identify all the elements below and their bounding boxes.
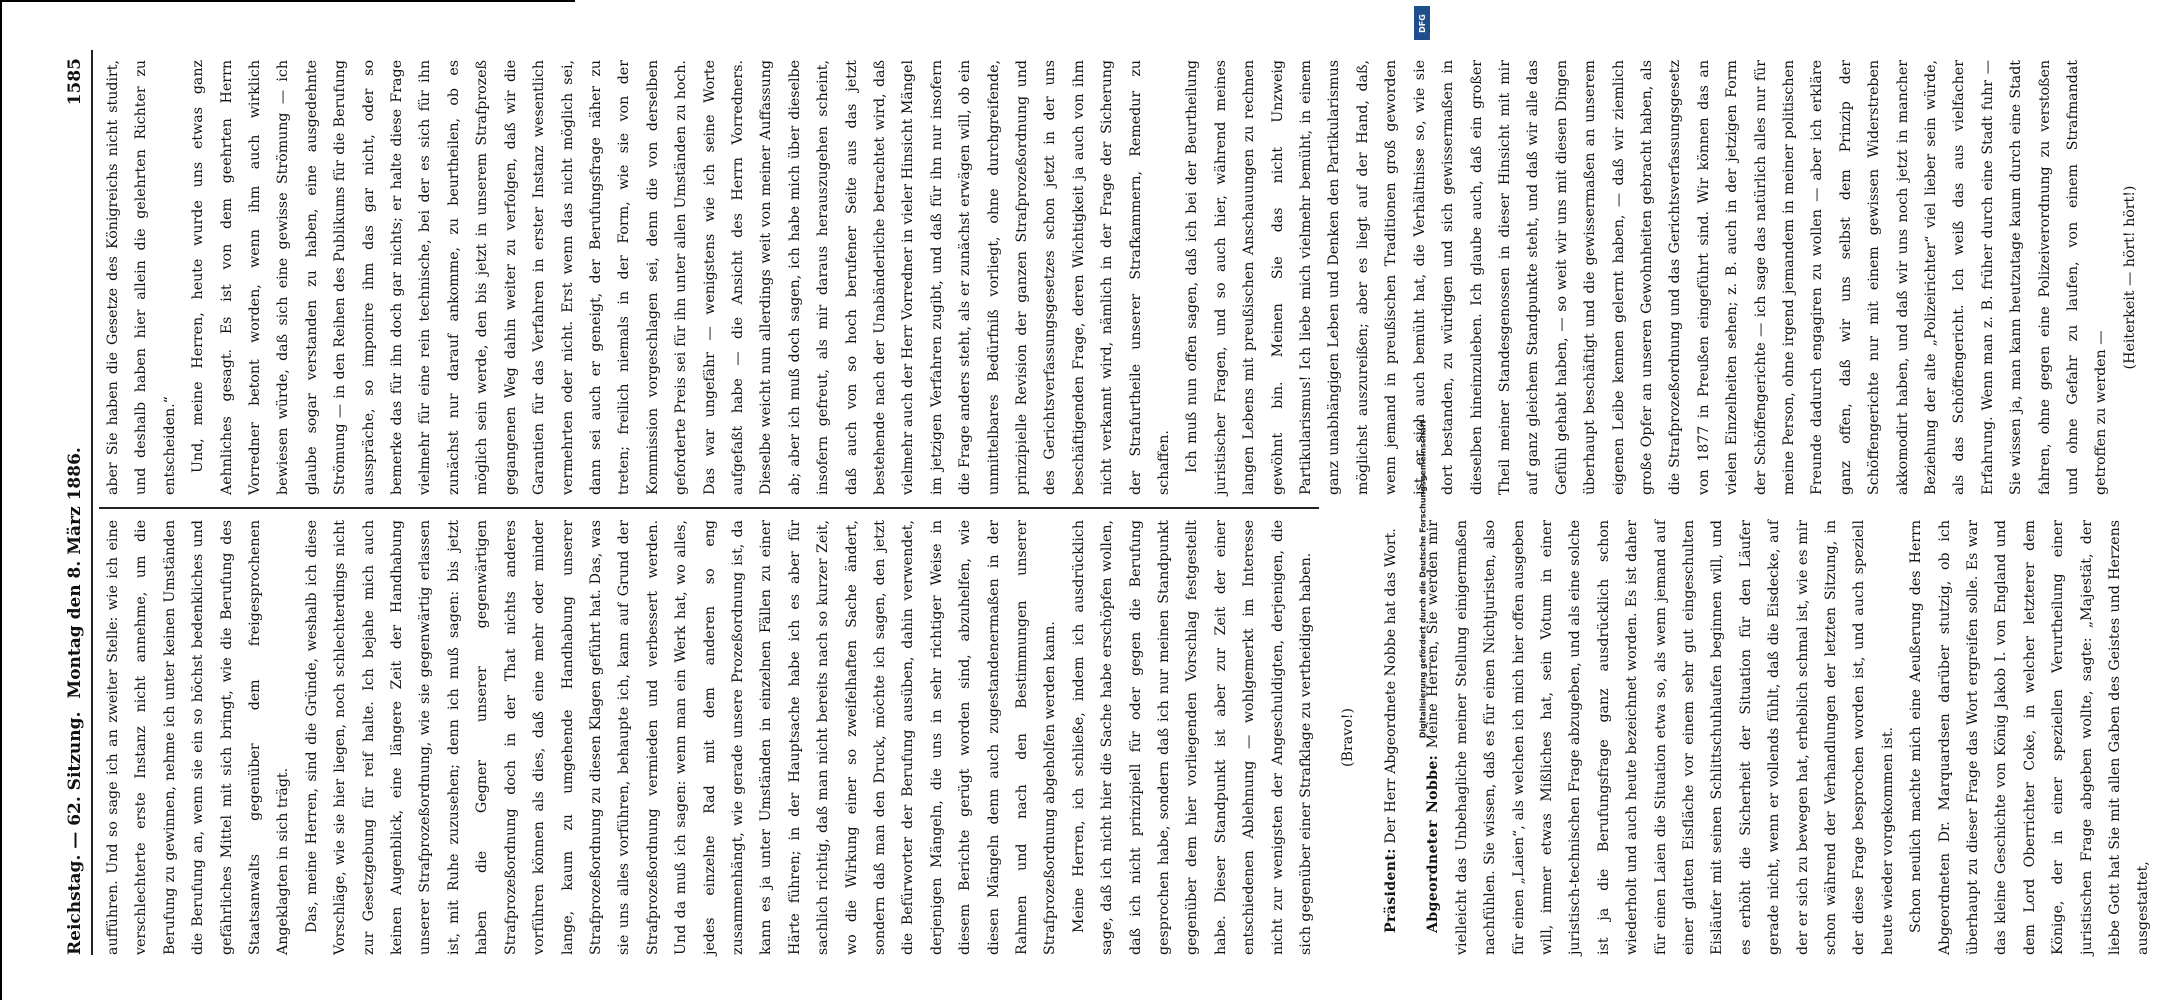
- paragraph: Schon neulich machte mich eine Aeußerung des Herrn Abgeordneten Dr. Marquardsen darüber stutzig, ob ich überhaupt zu dieser Frage das Wort ergreifen solle. Es war das kleine Geschichte von König Jakob I. von England und dem Lord Oberrichter Coke, in welcher letzterer dem Könige, der in einer speziellen Verurtheilung einer juristischen Frage abgeben wollte, sagte: „Majestät, der liebe Gott hat Sie mit allen Gaben des Geistes und Herzens ausgestattet,: [1908, 520, 2152, 955]
- dfg-logo-text: DFG: [1417, 13, 1427, 33]
- president-text: Der Herr Abgeordnete Nobbe hat das Wort.: [1382, 528, 1399, 844]
- speaker-label: Abgeordneter Nobbe:: [1425, 754, 1442, 933]
- dfg-logo: [1414, 6, 1430, 40]
- paragraph: Das, meine Herren, sind die Gründe, weshalb ich diese Vorschläge, wie sie hier liegen, noch schlechterdings nicht zur Gesetzgebung für reif halte. Ich bejahe mich auch keinen Augenblick, eine längere Zeit der Handhabung unserer Strafprozeßordnung, wie sie gegenwärtig erlassen ist, mit Ruhe zuzusehen; denn ich muß sagen: bis jetzt haben die Gegner unserer gegenwärtigen Strafprozeßordnung doch in der That nichts anderes vorführen können als dies, daß eine mehr oder minder lange, kaum zu umgehende Handhabung unserer Strafprozeßordnung zu diesen Klagen geführt hat. Das, was sie uns alles vorführen, behaupte ich, kann auf Grund der Strafprozeßordnung vermieden und verbessert werden. Und da muß ich sagen: wenn man ein Werk hat, wo alles, jedes einzelne Rad mit dem anderen so eng zusammenhängt, wie gerade unsere Prozeßordnung ist, da kann es ja unter Umständen in einzelnen Fällen zu einer Härte führen; in der Hauptsache habe ich es aber für sachlich richtig, daß man nicht bereits nach so kurzer Zeit, wo die Wirkung einer so zweifelhaften Sache ändert, sondern daß man den Druck, möchte ich sagen, den jetzt die Befürworter der Berufung ausüben, dahin verwendet, derjenigen Mängeln, die uns in sehr richtiger Weise in diesem Berichte gerügt worden sind, abzuhelfen, wie diesen Mängeln denn auch zugestandenermaßen in der Rahmen und nach den Bestimmungen unserer Strafprozeßordnung abgeholfen werden kann.: [303, 520, 1059, 955]
- paragraph: aber Sie haben die Gesetze des Königreichs nicht studirt, und deshalb haben hier allein die gelehrten Richter zu entscheiden.“: [105, 60, 178, 495]
- scan-edge-left: [0, 0, 2, 1000]
- laughter-note: (Heiterkeit — hört! hört!): [2121, 185, 2138, 370]
- president-label: Präsident:: [1382, 848, 1399, 933]
- digitization-credit: Digitalisierung gefördert durch die Deutsche Forschungsgemeinschaft: [1418, 420, 1427, 739]
- bravo-note: (Bravo!): [1340, 708, 1357, 767]
- header-date-page: [65, 58, 85, 699]
- speaker-paragraph: [1419, 520, 1902, 955]
- paragraph: Und, meine Herren, heute wurde uns etwas ganz Aehnliches gesagt. Es ist von dem geehrten Herrn Vorredner betont worden, wenn ihm auch wirklich bewiesen würde, daß sich eine gewisse Strömung — ich glaube sogar verstanden zu haben, eine ausgedehnte Strömung — in den Reihen des Publikums für die Berufung ausspräche, so imponire ihm das gar nicht, oder so bemerke das für ihn doch gar nichts; er halte diese Frage vielmehr für eine rein technische, bei der es sich für ihn zunächst nur darauf ankomme, zu beurtheilen, ob es möglich sein werde, den bis jetzt in unserem Strafprozeß gegangenen Weg dahin weiter zu verfolgen, daß wir die Garantien für das Verfahren in erster Instanz wesentlich vermehrten oder nicht. Erst wenn das nicht möglich sei, dann sei auch er geneigt, der Berufungsfrage näher zu treten; freilich niemals in der Form, wie sie von der Kommission vorgeschlagen sei, denn die von derselben geforderte Preis sei für ihn unter allen Umständen zu hoch. Das war ungefähr — wenigstens wie ich seine Worte aufgefaßt habe — die Ansicht des Herrn Vorredners. Dieselbe weicht nun allerdings weit von meiner Auffassung ab; aber ich muß doch sagen, ich habe mich über dieselbe insofern gefreut, als mir daraus herauszugehen scheint, daß auch von so hoch berufener Seite aus das jetzt bestehende nach der Unabänderliche betrachtet wird, daß vielmehr auch der Herr Vorredner in vieler Hinsicht Mängel im jetzigen Verfahren zugibt, und daß für ihn nur insofern die Frage anders steht, als er zunächst erwägen will, ob ein unmittelbares Bedürfniß vorliegt, ohne durchgreifende, prinzipielle Revision der ganzen Strafprozeßordnung und des Gerichtsverfassungsgesetzes schon jetzt in der uns beschäftigenden Frage, deren Wichtigkeit ja auch von ihm nicht verkannt wird, nämlich in der Frage der Sicherung der Strafurtheile unserer Strafkammern, Remedur zu schaffen.: [190, 60, 1173, 495]
- president-line: [1377, 520, 1405, 955]
- paragraph: Ich muß nun offen sagen, daß ich bei der Beurtheilung juristischer Fragen, und so auch hier, während meines langen Lebens mit preußischen Anschauungen zu rechnen gewöhnt bin. Meinen Sie das nicht Unzweig Partikularismus! Ich liebe mich vielmehr bemüht, in einem ganz unabhängigen Leben und Denken den Partikularismus möglichst auszureißen; aber es liegt auf der Hand, daß, wenn jemand in preußischen Traditionen groß geworden ist, er sich auch bemüht hat, die Verhältnisse so, wie sie dort bestanden, zu würdigen und sich gewissermaßen in dieselben hineinzuleben. Ich glaube auch, daß ein großer Theil meiner Standesgenossen in dieser Hinsicht mit mir auf ganz gleichem Standpunkte steht, und daß wir alle das Gefühl gehabt haben, — so weit wir uns mit diesen Dingen überhaupt beschäftigt und die gewissermaßen an unserem eigenen Leibe kennen gelernt haben, — daß wir ziemlich große Opfer an unseren Gewohnheiten gebracht haben, als die Strafprozeßordnung und das Gerichtsverfassungsgesetz von 1877 in Preußen eingeführt sind. Wir können das an vielen Einzelheiten sehen; z. B. auch in der jetzigen Form der Schöffengerichte — ich sage das natürlich alles nur für meine Person, ohne irgend jemandem in meiner politischen Freunde dadurch engagiren zu wollen — aber ich erkläre ganz offen, daß wir uns selbst dem Prinzip der Schöffengerichte nur mit einem gewissen Widerstreben akkomodirt haben, und daß wir uns noch jetzt in mancher Beziehung der alte „Polizeirichter“ viel lieber sein würde, als das Schöffengericht. Ich weiß das aus vielfacher Erfahrung. Wenn man z. B. früher durch eine Stadt fuhr — Sie wissen ja, man kann heutzutage kaum durch eine Stadt fahren, ohne gegen eine Polizeiverordnung zu verstoßen und ohne Gefahr zu laufen, von einem Strafmandat getroffen zu werden —: [1184, 60, 2110, 495]
- header-date: Montag den 8. März 1886.: [65, 447, 85, 699]
- column-rule: [99, 507, 1319, 509]
- speaker-text: Meine Herren, Sie werden mir vielleicht das Unbehagliche meiner Stellung einigermaßen nachfühlen. Sie wissen, daß es für einen Nichtjuristen, also für einen „Laien“, als welchen ich mich hier offen ausgeben will, immer etwas Mißliches hat, sein Votum in einer juristisch-technischen Frage abzugeben, und als eine solche ist ja die Berufungsfrage ganz ausdrücklich schon wiederholt und auch heute bezeichnet worden. Es ist daher für einen Laien die Situation etwa so, als wenn jemand auf einer glatten Eisfläche vor einem sehr gut eingeschulten Eisläufer mit seinen Schlittschuhlaufen beginnen will, und es erhöht die Sicherheit der Situation für den Läufer gerade nicht, wenn er vollends fühlt, daß die Eisdecke, auf der er sich zu bewegen hat, erheblich schmal ist, wie es mir schon während der Verhandlungen der letzten Sitzung, in der diese Frage besprochen worden ist, und auch speziell heute wieder vorgekommen ist.: [1425, 520, 1896, 955]
- header-rule: [91, 50, 93, 955]
- scan-edge-top: [0, 0, 575, 2]
- right-column: [99, 60, 2138, 495]
- page-number: 1585: [65, 58, 85, 106]
- paragraph: aufführen. Und so sage ich an zweiter Stelle: wie ich eine verschlechterte erste Instanz nicht annehme, um die Berufung zu gewinnen, nehme ich unter keinen Umständen die Berufung an, wenn sie ein so höchst bedenkliches und gefährliches Mittel mit sich bringt, wie die Berufung des Staatsanwalts gegenüber dem freigesprochenen Angeklagten in sich trägt.: [105, 520, 292, 955]
- header-session: Reichstag. — 62. Sitzung.: [65, 711, 85, 955]
- paragraph: Meine Herren, ich schließe, indem ich ausdrücklich sage, daß ich nicht hier die Sache habe erschöpfen wollen, daß ich nicht prinzipiell für oder gegen die Berufung gesprochen habe, sondern daß ich nur meinen Standpunkt gegenüber dem hier vorliegenden Vorschlag festgestellt habe. Dieser Standpunkt ist aber zur Zeit der einer entschiedenen Ablehnung — wohlgemerkt im Interesse nicht zur wenigsten der Angeschuldigten, derjenigen, die sich gegenüber einer Strafklage zu vertheidigen haben.: [1070, 520, 1315, 955]
- page-header: [65, 50, 89, 955]
